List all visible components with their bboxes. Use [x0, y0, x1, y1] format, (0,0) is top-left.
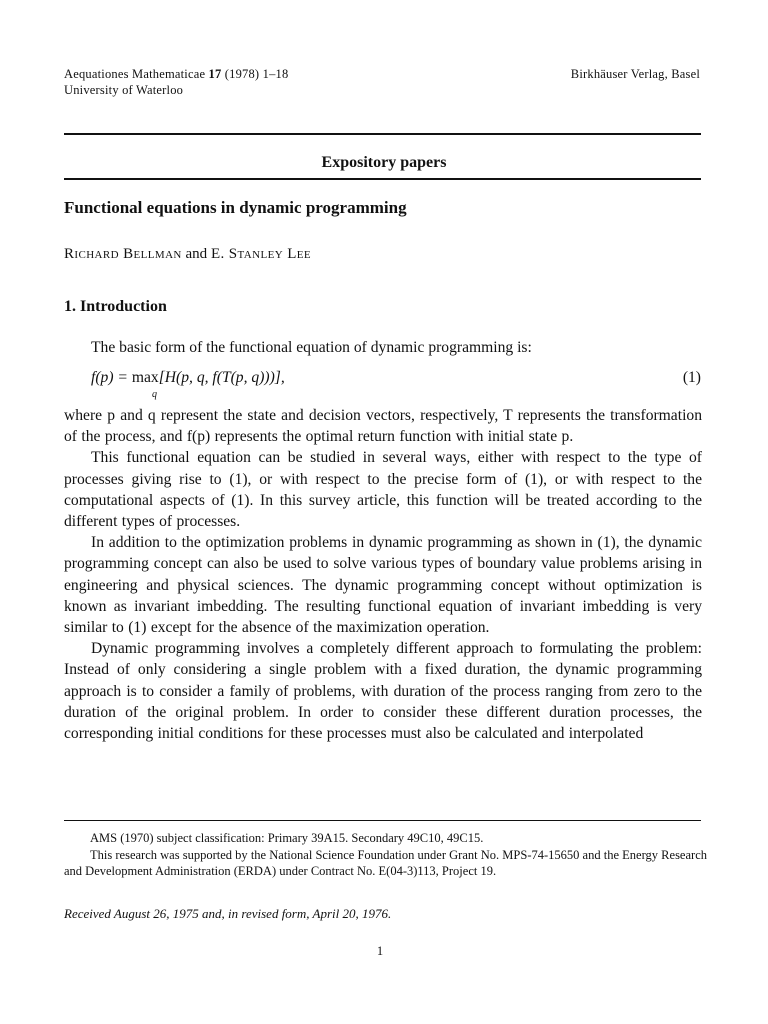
section-rule	[64, 178, 701, 180]
equation-subscript: q	[152, 389, 157, 400]
body-text	[64, 405, 702, 744]
received-date: Received August 26, 1975 and, in revised form, April 20, 1976.	[64, 906, 392, 921]
paragraph: where p and q represent the state and decision vectors, respectively, T represents the transformation of the process, and f(p) represents the optimal return function with initial state p.	[64, 407, 702, 446]
journal-volume: 17	[208, 67, 222, 81]
ams-classification: AMS (1970) subject classification: Primary 39A15. Secondary 49C10, 49C15.	[90, 831, 484, 845]
funding-note: This research was supported by the National Science Foundation under Grant No. MPS-74-15650 and the Energy Research and Development Administration (ERDA) under Contract No. E(04-3)113, Project 19.	[64, 847, 707, 878]
section-label: Expository papers	[321, 154, 447, 171]
paragraph: In addition to the optimization problems in dynamic programming as shown in (1), the dynamic programming concept can also be used to solve various types of boundary value problems arising in engineering and physical sciences. The dynamic programming concept without optimization is known as invariant imbedding. The resulting functional equation of invariant imbedding is very similar to (1) except for the absence of the maximization operation.	[64, 534, 702, 637]
paragraph: This functional equation can be studied in several ways, either with respect to the type of processes giving rise to (1), or with respect to the precise form of (1), or with respect to the computational aspects of (1). In this survey article, this function will be treated according to the different types of processes.	[64, 449, 702, 531]
publisher: Birkhäuser Verlag, Basel	[570, 67, 700, 81]
author-1: Richard Bellman	[64, 246, 182, 262]
page-number: 1	[376, 944, 384, 958]
paragraph: Dynamic programming involves a completely different approach to formulating the problem: Instead of only considering a single problem with a fixed duration, the dynamic programming approach is to consider a family of problems, with duration of the process ranging from zero to the duration of the original problem. In order to consider these different duration processes, the corresponding initial conditions for these processes must also be calculated and interpolated	[64, 640, 702, 743]
paper-title: Functional equations in dynamic programming	[64, 198, 407, 217]
affiliation: University of Waterloo	[64, 83, 184, 97]
journal-citation: Aequationes Mathematicae 17 (1978) 1–18	[64, 67, 289, 81]
top-rule	[64, 133, 701, 135]
intro-sentence: The basic form of the functional equation of dynamic programming is:	[91, 339, 532, 356]
footnotes	[64, 830, 707, 880]
authors: Richard Bellman and E. Stanley Lee	[64, 246, 312, 262]
footnote-rule	[64, 820, 701, 821]
author-2: E. Stanley Lee	[210, 246, 312, 262]
equation-1: f(p) = max[H(p, q, f(T(p, q)))],	[91, 369, 285, 386]
equation-number: (1)	[682, 369, 701, 386]
intro-heading: 1. Introduction	[64, 298, 167, 315]
